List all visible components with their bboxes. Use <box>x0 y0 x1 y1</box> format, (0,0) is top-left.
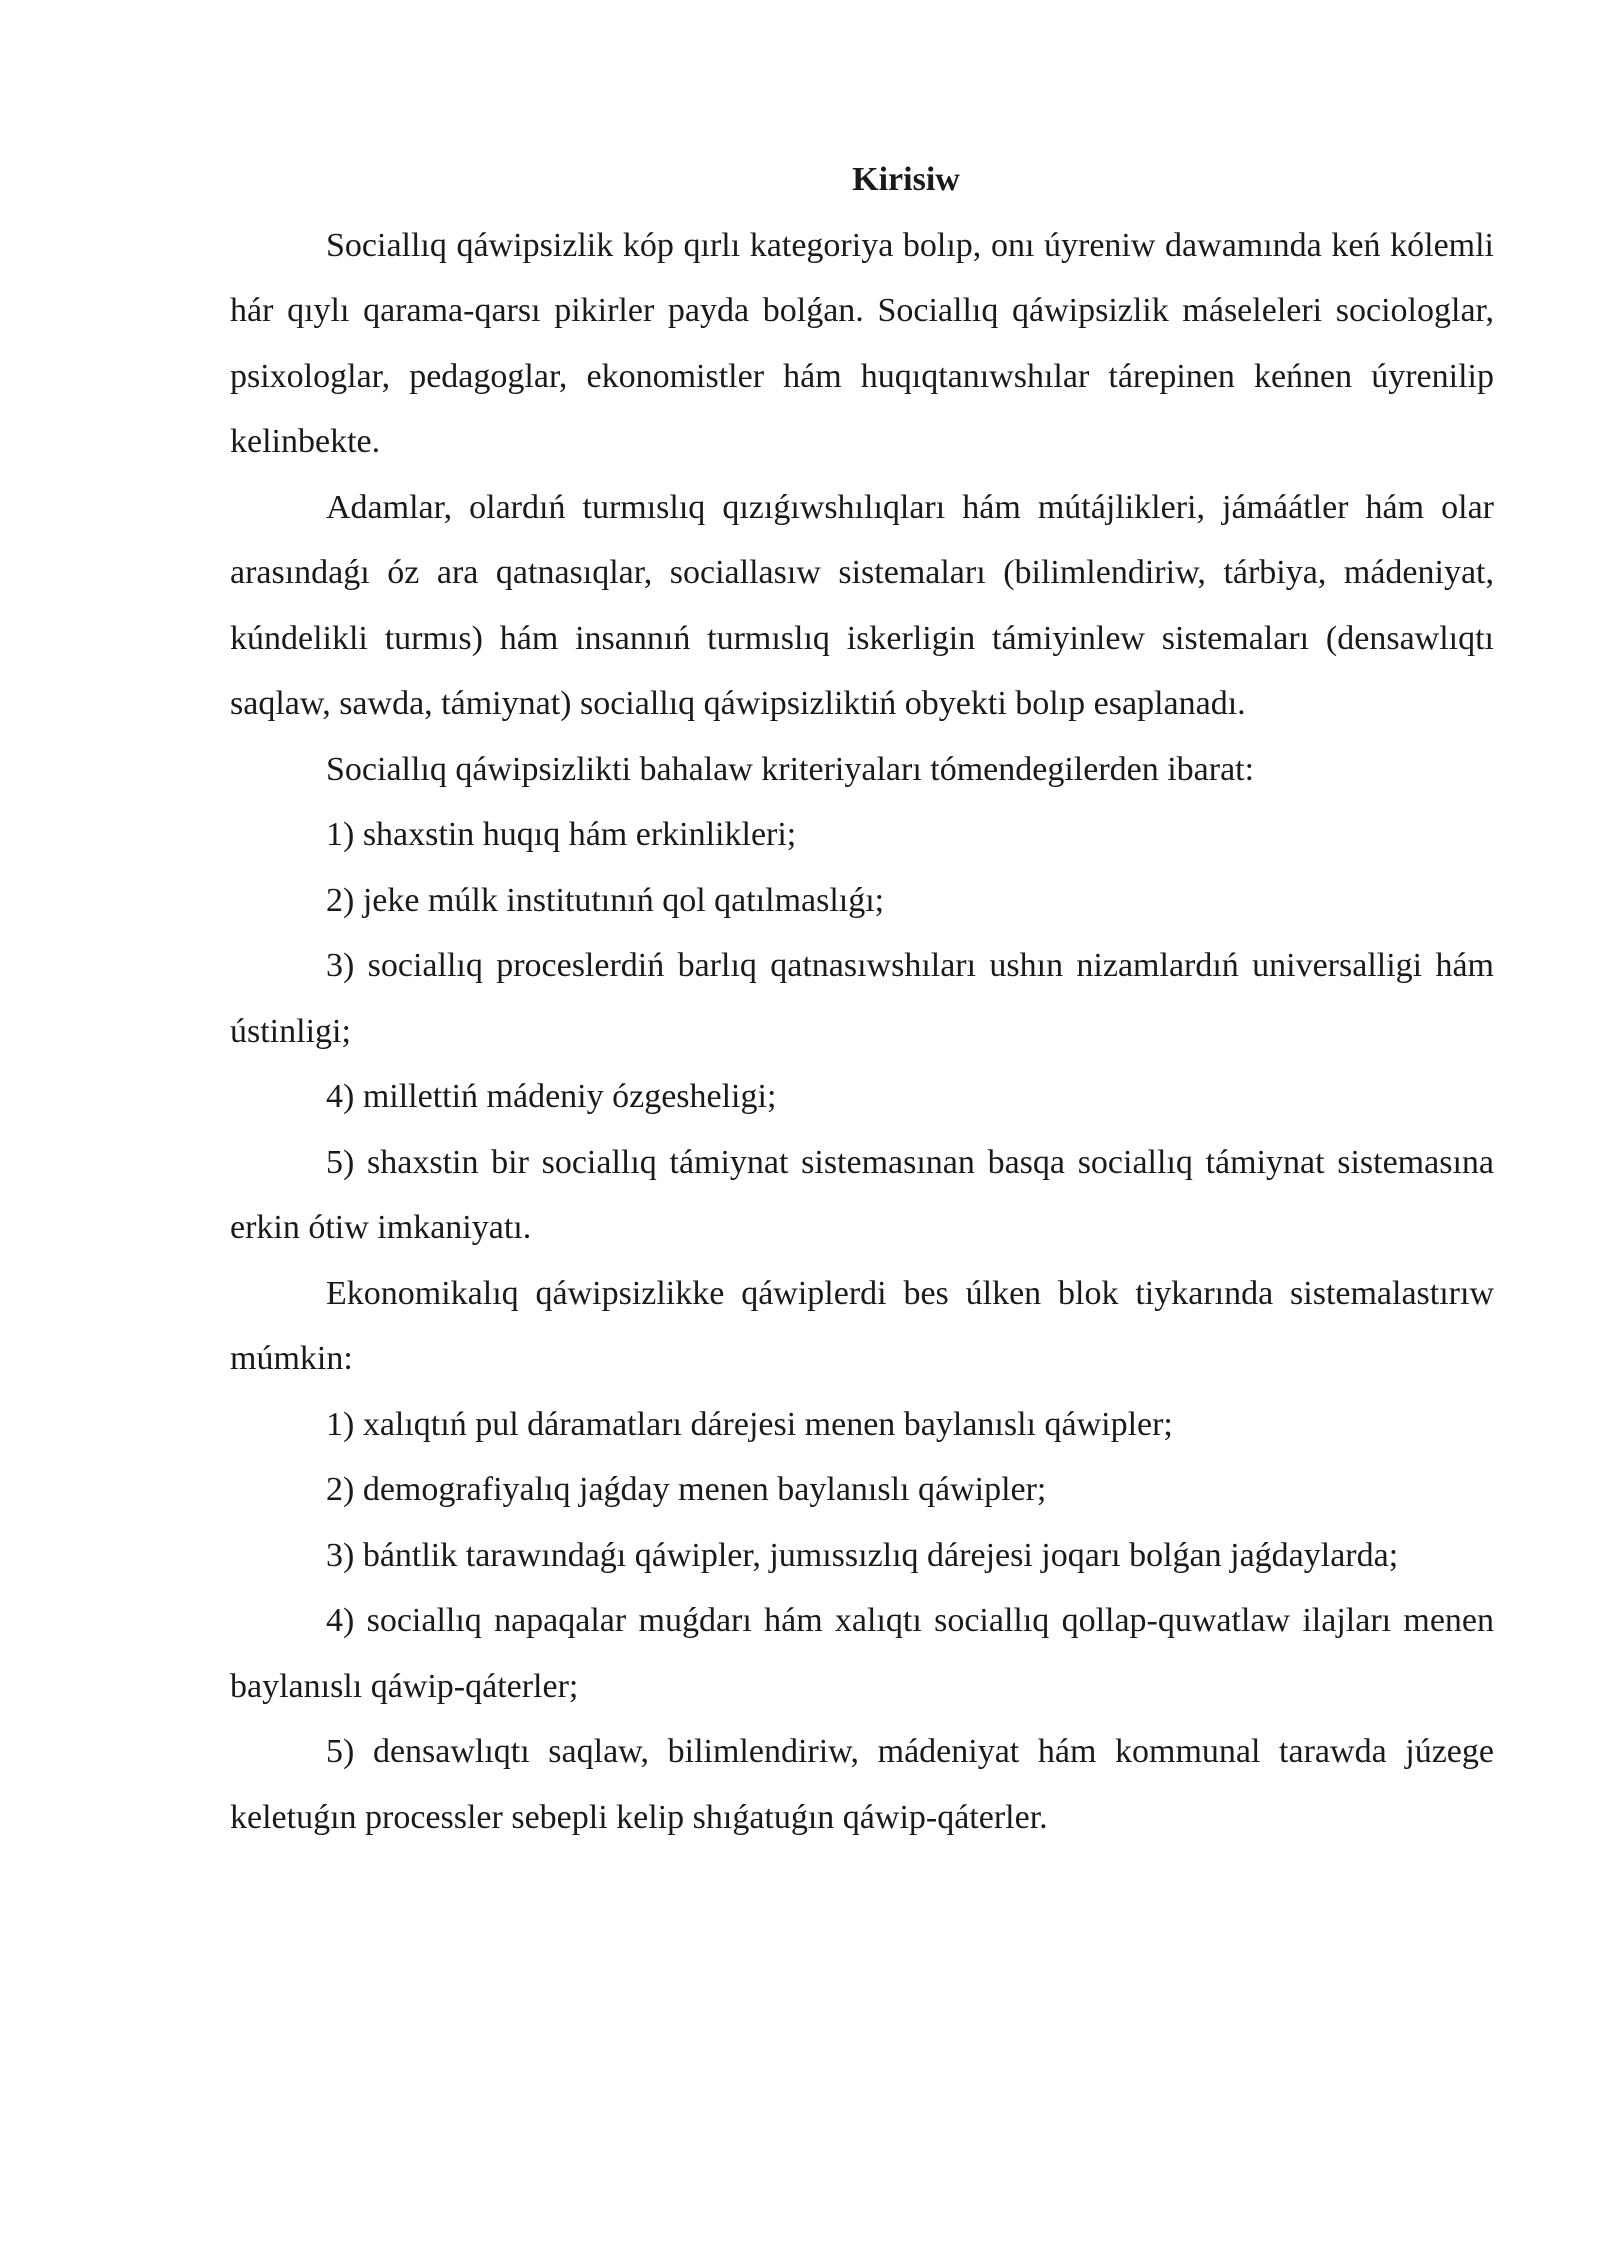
paragraph-criteria-heading: Sociallıq qáwipsizlikti bahalaw kriteriyaları tómendegilerden ibarat: <box>326 750 1255 788</box>
list-item-threats-4: 4) sociallıq napaqalar muǵdarı hám xalıqtı sociallıq qollap-quwatlaw ilajları menen baylanıslı qáwip-qáterler; <box>230 1602 1494 1705</box>
document-title: Kirisiw <box>852 161 960 198</box>
list-item-threats-5: 5) densawlıqtı saqlaw, bilimlendiriw, mádeniyat hám kommunal tarawda júzege keletuǵın processler sebepli kelip shıǵatuǵın qáwip-qáterler. <box>230 1733 1494 1836</box>
list-item-threats-1: 1) xalıqtıń pul dáramatları dárejesi menen baylanıslı qáwipler; <box>326 1405 1173 1443</box>
list-item-criteria-4: 4) millettiń mádeniy ózgesheligi; <box>326 1078 777 1115</box>
document-body <box>230 147 1494 1850</box>
paragraph-objects: Adamlar, olardıń turmıslıq qızıǵıwshılıqları hám mútájlikleri, jámáátler hám olar arasındaǵı óz ara qatnasıqlar, sociallasıw sistemaları (bilimlendiriw, tárbiya, mádeniyat, kúndelikli turmıs) hám insannıń turmıslıq iskerligin támiyinlew sistemaları (densawlıqtı saqlaw, sawda, támiynat) sociallıq qáwipsizliktiń obyekti bolıp esaplanadı. <box>230 488 1494 722</box>
list-item-criteria-5: 5) shaxstin bir sociallıq támiynat sistemasınan basqa sociallıq támiynat sistemasına erkin ótiw imkaniyatı. <box>230 1143 1494 1246</box>
list-item-criteria-3: 3) sociallıq proceslerdiń barlıq qatnasıwshıları ushın nizamlardıń universalligi hám ústinligi; <box>230 947 1494 1050</box>
paragraph-intro: Sociallıq qáwipsizlik kóp qırlı kategoriya bolıp, onı úyreniw dawamında keń kólemli hár qıylı qarama-qarsı pikirler payda bolǵan. Sociallıq qáwipsizlik máseleleri sociologlar, psixologlar, pedagoglar, ekonomistler hám huqıqtanıwshılar tárepinen keńnen úyrenilip kelinbekte. <box>230 226 1494 460</box>
paragraph-threats-heading: Ekonomikalıq qáwipsizlikke qáwiplerdi bes úlken blok tiykarında sistemalastırıw múmkin: <box>230 1274 1494 1377</box>
list-item-threats-3: 3) bántlik tarawındaǵı qáwipler, jumıssızlıq dárejesi joqarı bolǵan jaǵdaylarda; <box>326 1536 1399 1574</box>
list-item-threats-2: 2) demografiyalıq jaǵday menen baylanıslı qáwipler; <box>326 1471 1047 1508</box>
list-item-criteria-2: 2) jeke múlk institutınıń qol qatılmaslıǵı; <box>326 881 885 919</box>
list-item-criteria-1: 1) shaxstin huqıq hám erkinlikleri; <box>326 816 797 853</box>
